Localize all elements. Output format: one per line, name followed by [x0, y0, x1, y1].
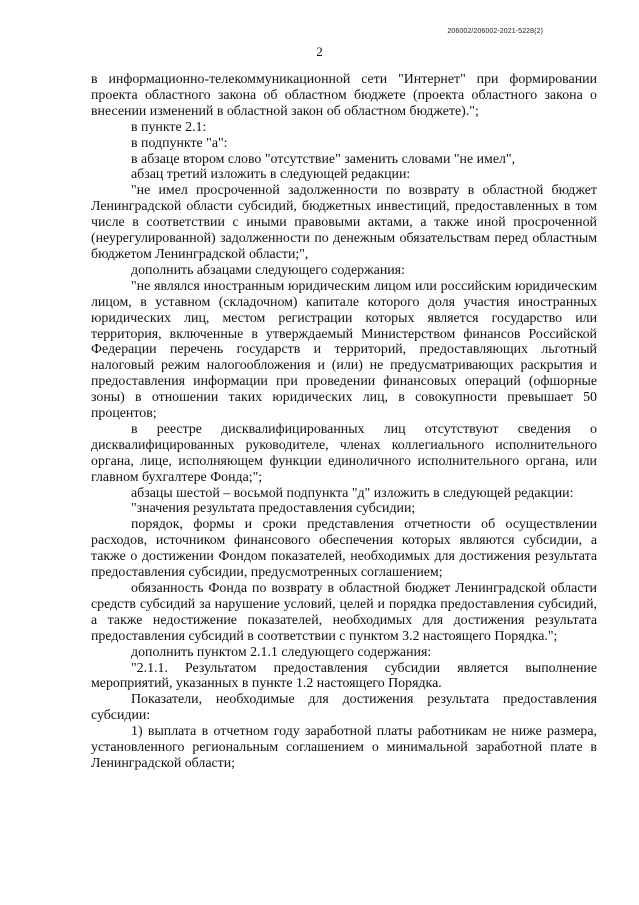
page-number: 2: [316, 44, 323, 59]
paragraph: 1) выплата в отчетном году заработной платы работникам не ниже размера, установленного региональным соглашением о минимальной заработной плате в Ленинградской области;: [91, 724, 597, 771]
paragraph: в информационно-телекоммуникационной сети "Интернет" при формировании проекта областного закона об областном бюджете (проекта областного закона о внесении изменений в областной закон об областном бюджете).";: [91, 72, 597, 119]
paragraph: дополнить абзацами следующего содержания:: [131, 262, 405, 278]
paragraph: в подпункте "а":: [131, 135, 228, 151]
paragraph: Показатели, необходимые для достижения результата предоставления субсидии:: [91, 692, 597, 724]
paragraph: "значения результата предоставления субсидии;: [131, 501, 416, 517]
paragraph: "не являлся иностранным юридическим лицом или российским юридическим лицом, в уставном (складочном) капитале которого доля участия иностранных юридических лиц, местом регистрации которых является государство или территория, включенные в утверждаемый Министерством финансов Российской Федерации перечень государств и территорий, предоставляющих льготный налоговый режим налогообложения и (или) не предусматривающих раскрытия и предоставления информации при проведении финансовых операций (офшорные зоны) в отношении таких юридических лиц, в совокупности превышает 50 процентов;: [91, 278, 597, 422]
paragraph: абзацы шестой – восьмой подпункта "д" изложить в следующей редакции:: [131, 485, 574, 501]
paragraph: дополнить пунктом 2.1.1 следующего содержания:: [131, 644, 432, 660]
document-id: 206002/206002-2021-5228(2): [447, 28, 543, 35]
paragraph: абзац третий изложить в следующей редакции:: [131, 167, 411, 183]
paragraph: порядок, формы и сроки представления отчетности об осуществлении расходов, источником финансового обеспечения которых являются субсидии, а также о достижении Фондом показателей, необходимых для достижения результата предоставления субсидии, предусмотренных соглашением;: [91, 517, 597, 581]
paragraph: в пункте 2.1:: [131, 119, 207, 135]
paragraph: "2.1.1. Результатом предоставления субсидии является выполнение мероприятий, указанных в пункте 1.2 настоящего Порядка.: [91, 660, 597, 692]
paragraph: "не имел просроченной задолженности по возврату в областной бюджет Ленинградской области субсидий, бюджетных инвестиций, предоставленных в том числе в соответствии с иными правовыми актами, а также иной просроченной (неурегулированной) задолженности по денежным обязательствам перед областным бюджетом Ленинградской области;",: [91, 183, 597, 262]
paragraph: в реестре дисквалифицированных лиц отсутствуют сведения о дисквалифицированных руководителе, членах коллегиального исполнительного органа, лице, исполняющем функции единоличного исполнительного органа, или главном бухгалтере Фонда;";: [91, 421, 597, 485]
document-body: [91, 72, 597, 772]
paragraph: в абзаце втором слово "отсутствие" заменить словами "не имел",: [131, 151, 516, 167]
paragraph: обязанность Фонда по возврату в областной бюджет Ленинградской области средств субсидий за нарушение условий, целей и порядка предоставления субсидий, а также недостижение показателей, необходимых для достижения результата предоставления субсидий в соответствии с пунктом 3.2 настоящего Порядка.";: [91, 581, 597, 644]
